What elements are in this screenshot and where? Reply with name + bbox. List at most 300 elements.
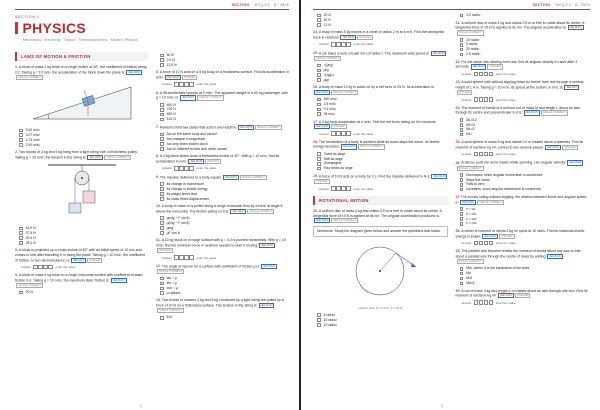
answer-cells[interactable] xyxy=(331,42,351,47)
option-checkbox[interactable] xyxy=(460,272,464,276)
option-checkbox[interactable] xyxy=(460,14,464,18)
option-label: μ(mg + F sin θ) xyxy=(166,215,190,220)
option-row[interactable] xyxy=(160,137,289,142)
option-checkbox[interactable] xyxy=(160,221,164,225)
answer-cell[interactable] xyxy=(479,300,484,305)
option-checkbox[interactable] xyxy=(460,282,464,286)
option-row[interactable] xyxy=(317,13,448,18)
option-label: μ radians xyxy=(166,290,181,295)
answer-cell[interactable] xyxy=(474,72,479,77)
question-number: 3. xyxy=(15,248,18,253)
answer-cell[interactable] xyxy=(174,166,179,171)
answer-cells[interactable] xyxy=(474,241,494,246)
question-body: A uniform disc of mass 4 kg and radius 0.5 m is free to rotate about its centre. A tangential force of 10 N is applied at its rim. The angular acceleration produced is: xyxy=(313,208,442,218)
option-checkbox[interactable] xyxy=(160,216,164,220)
option-checkbox[interactable] xyxy=(460,178,464,182)
answer-hint: enter the value xyxy=(196,166,217,171)
option-label: Its change in kinetic energy xyxy=(166,186,208,191)
option-checkbox[interactable] xyxy=(460,207,464,211)
answer-cell[interactable] xyxy=(489,300,494,305)
option-checkbox[interactable] xyxy=(160,63,164,67)
exam-tag: JEE MAIN xyxy=(262,264,275,268)
answer-label: Answer xyxy=(21,265,32,270)
question-type-tag: SINGLE CORRECT xyxy=(458,31,482,35)
option-checkbox[interactable] xyxy=(317,14,321,18)
option-checkbox[interactable] xyxy=(460,43,464,47)
answer-cells[interactable] xyxy=(331,186,351,191)
option-checkbox[interactable] xyxy=(160,226,164,230)
option-checkbox[interactable] xyxy=(317,64,321,68)
question-number: 15. xyxy=(313,51,318,56)
option-checkbox[interactable] xyxy=(160,231,164,235)
option-list xyxy=(460,13,591,18)
answer-cells[interactable] xyxy=(474,300,494,305)
option-checkbox[interactable] xyxy=(460,48,464,52)
option-checkbox[interactable] xyxy=(460,123,464,127)
option-label: ML²/2 xyxy=(466,127,475,132)
option-row[interactable] xyxy=(160,117,289,122)
option-checkbox[interactable] xyxy=(160,142,164,146)
answer-cells[interactable] xyxy=(174,166,194,171)
option-checkbox[interactable] xyxy=(460,38,464,42)
option-row[interactable] xyxy=(317,152,448,157)
option-row[interactable] xyxy=(317,157,448,162)
option-row[interactable] xyxy=(460,212,591,217)
option-label: 720 N xyxy=(166,107,176,112)
question-text xyxy=(456,60,591,70)
option-checkbox[interactable] xyxy=(19,231,23,235)
question-number: 7. xyxy=(156,125,159,130)
option-row[interactable] xyxy=(460,221,591,226)
option-checkbox[interactable] xyxy=(317,318,321,322)
option-row[interactable] xyxy=(160,107,289,112)
option-checkbox[interactable] xyxy=(19,227,23,231)
option-checkbox[interactable] xyxy=(160,133,164,137)
answer-cell[interactable] xyxy=(484,300,489,305)
question-body: A car takes a level circular turn of radius r. The maximum safe speed is: xyxy=(318,51,430,56)
option-row[interactable] xyxy=(460,271,591,276)
answer-hint: enter the value xyxy=(55,265,76,270)
left-column-1 xyxy=(15,52,148,410)
section-heading: LAWS OF MOTION & FRICTION xyxy=(15,52,148,61)
option-row[interactable] xyxy=(19,138,148,143)
option-checkbox[interactable] xyxy=(460,277,464,281)
option-list xyxy=(317,63,448,82)
option-row[interactable] xyxy=(19,241,148,246)
option-label: 10 rad/s² xyxy=(466,37,480,42)
option-checkbox[interactable] xyxy=(317,313,321,317)
answer-cell[interactable] xyxy=(474,300,479,305)
option-list xyxy=(19,128,148,147)
option-label: μmg xyxy=(166,225,174,230)
option-checkbox[interactable] xyxy=(160,147,164,151)
option-row[interactable] xyxy=(317,166,448,171)
option-row[interactable] xyxy=(19,143,148,148)
answer-cell[interactable] xyxy=(474,97,479,102)
option-row[interactable] xyxy=(160,216,289,221)
answer-cells[interactable] xyxy=(474,152,494,157)
answer-hint: enter the value xyxy=(495,71,516,76)
option-checkbox[interactable] xyxy=(19,133,23,137)
option-row[interactable] xyxy=(317,68,448,73)
option-row[interactable] xyxy=(19,226,148,231)
answer-cell[interactable] xyxy=(43,265,48,270)
answer-cell[interactable] xyxy=(484,97,489,102)
answer-cells[interactable] xyxy=(474,97,494,102)
option-row[interactable] xyxy=(460,118,591,123)
option-checkbox[interactable] xyxy=(317,18,321,22)
answer-cell[interactable] xyxy=(479,152,484,157)
option-label: 120 N xyxy=(166,117,176,122)
answer-cell[interactable] xyxy=(189,82,194,87)
answer-field[interactable] xyxy=(462,300,591,305)
question-body: The parallel-axis theorem relates the moment of inertia about any axis to that about a parallel axis through the centre of mass by adding: xyxy=(455,249,581,259)
answer-cell[interactable] xyxy=(484,241,489,246)
option-label: Act on the same body and cancel xyxy=(166,132,217,137)
answer-cell[interactable] xyxy=(336,131,341,136)
answer-cell[interactable] xyxy=(38,265,43,270)
answer-cells[interactable] xyxy=(474,72,494,77)
answer-cell[interactable] xyxy=(341,186,346,191)
option-checkbox[interactable] xyxy=(160,54,164,58)
option-checkbox[interactable] xyxy=(160,118,164,122)
question-number: 6. xyxy=(156,90,159,95)
option-row[interactable] xyxy=(460,178,591,183)
answer-cell[interactable] xyxy=(174,82,179,87)
option-checkbox[interactable] xyxy=(317,69,321,73)
question-body: A block of mass 5 kg rests on a rough horizontal surface with coefficient of static friction 0.4. Taking g = 10 m/s², the maximum static friction is: xyxy=(15,273,143,283)
option-row[interactable] xyxy=(460,42,591,47)
answer-field[interactable] xyxy=(462,97,591,102)
option-row[interactable] xyxy=(160,221,289,226)
option-row[interactable] xyxy=(19,236,148,241)
answer-cells[interactable] xyxy=(174,255,194,260)
option-checkbox[interactable] xyxy=(317,157,321,161)
answer-cell[interactable] xyxy=(184,82,189,87)
option-label: Its mass times displacement xyxy=(166,196,210,201)
option-checkbox[interactable] xyxy=(460,173,464,177)
option-row[interactable] xyxy=(317,73,448,78)
answer-field[interactable] xyxy=(319,42,448,47)
option-row[interactable] xyxy=(317,97,448,102)
option-row[interactable] xyxy=(160,112,289,117)
answer-cell[interactable] xyxy=(341,42,346,47)
option-checkbox[interactable] xyxy=(460,217,464,221)
option-checkbox[interactable] xyxy=(160,282,164,286)
option-row[interactable] xyxy=(317,323,448,328)
option-row[interactable] xyxy=(317,23,448,28)
option-checkbox[interactable] xyxy=(160,113,164,117)
right-columns xyxy=(313,12,590,410)
answer-hint: enter the value xyxy=(353,131,374,136)
option-checkbox[interactable] xyxy=(317,78,321,82)
option-label: 2.5 m/s² xyxy=(323,102,336,107)
option-checkbox[interactable] xyxy=(19,291,23,295)
option-label: √(rg/μ) xyxy=(323,72,334,77)
option-checkbox[interactable] xyxy=(460,133,464,137)
option-checkbox[interactable] xyxy=(460,128,464,132)
option-checkbox[interactable] xyxy=(460,222,464,226)
option-checkbox[interactable] xyxy=(317,23,321,27)
option-row[interactable] xyxy=(19,290,148,295)
answer-cell[interactable] xyxy=(331,131,336,136)
option-checkbox[interactable] xyxy=(19,138,23,142)
option-checkbox[interactable] xyxy=(317,108,321,112)
answer-cell[interactable] xyxy=(179,166,184,171)
option-row[interactable] xyxy=(317,107,448,112)
option-row[interactable] xyxy=(160,187,289,192)
option-label: 5.00 m/s² xyxy=(25,128,40,132)
option-row[interactable] xyxy=(317,102,448,107)
answer-cell[interactable] xyxy=(331,186,336,191)
answer-cell[interactable] xyxy=(479,72,484,77)
answer-cell[interactable] xyxy=(489,241,494,246)
option-row[interactable] xyxy=(317,18,448,23)
option-row[interactable] xyxy=(317,161,448,166)
question-number: 5. xyxy=(156,70,159,75)
option-list xyxy=(160,182,289,201)
option-list xyxy=(19,226,148,245)
option-checkbox[interactable] xyxy=(460,118,464,122)
answer-cell[interactable] xyxy=(174,255,179,260)
option-checkbox[interactable] xyxy=(317,323,321,327)
option-checkbox[interactable] xyxy=(19,241,23,245)
option-checkbox[interactable] xyxy=(160,291,164,295)
option-row[interactable] xyxy=(460,132,591,137)
option-row[interactable] xyxy=(460,38,591,43)
answer-cell[interactable] xyxy=(346,42,351,47)
answer-cell[interactable] xyxy=(479,97,484,102)
option-row[interactable] xyxy=(160,147,289,152)
question-number: 11. xyxy=(156,238,161,243)
exam-tag: JEE MAIN xyxy=(549,255,562,259)
answer-cell[interactable] xyxy=(189,166,194,171)
option-checkbox[interactable] xyxy=(160,316,164,320)
option-row[interactable] xyxy=(460,276,591,281)
option-checkbox[interactable] xyxy=(460,53,464,57)
answer-field[interactable] xyxy=(319,186,448,191)
option-checkbox[interactable] xyxy=(160,192,164,196)
option-checkbox[interactable] xyxy=(317,162,321,166)
answer-cells[interactable] xyxy=(174,82,194,87)
question-number: 8. xyxy=(156,154,159,159)
option-row[interactable] xyxy=(160,192,289,197)
option-checkbox[interactable] xyxy=(317,103,321,107)
option-row[interactable] xyxy=(160,63,289,68)
option-row[interactable] xyxy=(460,13,591,18)
option-list xyxy=(460,207,591,226)
answer-cell[interactable] xyxy=(189,255,194,260)
option-row[interactable] xyxy=(160,226,289,231)
question-text xyxy=(156,154,289,164)
answer-field[interactable] xyxy=(162,255,289,260)
option-checkbox[interactable] xyxy=(160,277,164,281)
option-row[interactable] xyxy=(160,315,289,320)
option-label: Act on different bodies and never cancel xyxy=(166,146,228,151)
option-row[interactable] xyxy=(460,207,591,212)
option-row[interactable] xyxy=(317,63,448,68)
header-rule xyxy=(313,9,590,10)
answer-cell[interactable] xyxy=(184,255,189,260)
option-checkbox[interactable] xyxy=(160,197,164,201)
answer-label: Answer xyxy=(319,42,330,47)
exam-tag: JEE MAIN xyxy=(342,35,355,39)
option-row[interactable] xyxy=(317,78,448,83)
option-checkbox[interactable] xyxy=(160,182,164,186)
answer-cells[interactable] xyxy=(33,265,53,270)
answer-cell[interactable] xyxy=(184,166,189,171)
option-label: 35 m/s² xyxy=(323,111,335,116)
question-type-tag: SINGLE CORRECT xyxy=(542,111,566,115)
option-label: 2.00 m/s² xyxy=(25,142,40,147)
option-checkbox[interactable] xyxy=(317,73,321,77)
option-label: 5 rad/s² xyxy=(323,312,336,317)
question-type-tag: INTEGER xyxy=(359,35,371,39)
answer-cell[interactable] xyxy=(484,72,489,77)
answer-cell[interactable] xyxy=(489,72,494,77)
answer-field[interactable] xyxy=(21,265,148,270)
question-text xyxy=(456,229,591,239)
option-checkbox[interactable] xyxy=(317,152,321,156)
option-label: √(μrg) xyxy=(323,63,333,68)
option-row[interactable] xyxy=(460,52,591,57)
option-checkbox[interactable] xyxy=(460,267,464,271)
question-type-tag: INTEGER xyxy=(332,125,345,129)
option-row[interactable] xyxy=(460,281,591,286)
answer-label: Answer xyxy=(461,300,472,305)
option-row[interactable] xyxy=(460,127,591,132)
option-checkbox[interactable] xyxy=(160,103,164,107)
option-label: μrg xyxy=(323,68,329,73)
answer-cell[interactable] xyxy=(484,152,489,157)
answer-cell[interactable] xyxy=(489,97,494,102)
option-checkbox[interactable] xyxy=(160,287,164,291)
answer-cell[interactable] xyxy=(33,265,38,270)
right-column-1 xyxy=(313,12,448,410)
option-row[interactable] xyxy=(19,128,148,133)
option-row[interactable] xyxy=(460,47,591,52)
option-checkbox[interactable] xyxy=(317,167,321,171)
option-label: μF cos θ xyxy=(166,230,180,235)
option-checkbox[interactable] xyxy=(19,143,23,147)
option-list xyxy=(460,173,591,192)
answer-field[interactable] xyxy=(462,72,591,77)
option-row[interactable] xyxy=(160,231,289,236)
answer-cell[interactable] xyxy=(474,152,479,157)
option-row[interactable] xyxy=(160,132,289,137)
question-body: A force of 10 N acts on a body for 3 s. Find the impulse delivered in N·s: xyxy=(318,174,431,179)
answer-cell[interactable] xyxy=(346,186,351,191)
question-number: 12. xyxy=(156,264,161,269)
option-row[interactable] xyxy=(317,318,448,323)
question-number: 17. xyxy=(313,119,318,124)
question-number: 22. xyxy=(455,59,461,64)
option-checkbox[interactable] xyxy=(160,187,164,191)
question-text xyxy=(156,175,289,180)
answer-cell[interactable] xyxy=(489,152,494,157)
question-number: 13. xyxy=(156,298,161,303)
option-checkbox[interactable] xyxy=(460,183,464,187)
option-row[interactable] xyxy=(460,187,591,192)
option-checkbox[interactable] xyxy=(460,188,464,192)
option-row[interactable] xyxy=(160,291,289,296)
question-type-tag: SINGLE CORRECT xyxy=(159,270,183,274)
option-row[interactable] xyxy=(160,58,289,63)
answer-field[interactable] xyxy=(462,152,591,157)
option-row[interactable] xyxy=(460,182,591,187)
option-row[interactable] xyxy=(160,197,289,202)
answer-field[interactable] xyxy=(462,241,591,246)
option-checkbox[interactable] xyxy=(160,137,164,141)
option-row[interactable] xyxy=(317,112,448,117)
option-row[interactable] xyxy=(160,281,289,286)
exam-tag: JEE ADV xyxy=(73,258,84,262)
answer-field[interactable] xyxy=(319,131,448,136)
answer-cell[interactable] xyxy=(179,255,184,260)
option-row[interactable] xyxy=(460,173,591,178)
answer-cell[interactable] xyxy=(336,42,341,47)
question-text xyxy=(15,150,148,160)
answer-cell[interactable] xyxy=(479,241,484,246)
answer-hint: enter the value xyxy=(495,152,516,156)
question-text xyxy=(156,125,289,130)
answer-cell[interactable] xyxy=(179,82,184,87)
option-checkbox[interactable] xyxy=(19,129,23,133)
option-checkbox[interactable] xyxy=(317,112,321,116)
option-row[interactable] xyxy=(160,53,289,58)
option-row[interactable] xyxy=(19,231,148,236)
option-row[interactable] xyxy=(160,182,289,187)
answer-cell[interactable] xyxy=(341,131,346,136)
answer-cell[interactable] xyxy=(346,131,351,136)
option-row[interactable] xyxy=(460,123,591,128)
option-row[interactable] xyxy=(460,266,591,271)
option-label: 12.5 N xyxy=(166,62,177,67)
answer-cells[interactable] xyxy=(331,131,351,136)
option-row[interactable] xyxy=(160,103,289,108)
answer-field[interactable] xyxy=(162,166,289,171)
option-row[interactable] xyxy=(160,142,289,147)
question-number: 9. xyxy=(156,175,159,180)
answer-cell[interactable] xyxy=(48,265,53,270)
option-checkbox[interactable] xyxy=(160,108,164,112)
option-row[interactable] xyxy=(160,276,289,281)
option-checkbox[interactable] xyxy=(317,98,321,102)
option-row[interactable] xyxy=(460,217,591,222)
option-label: Falls to zero xyxy=(466,182,485,187)
answer-cell[interactable] xyxy=(474,241,479,246)
exam-tag: JEE MAIN xyxy=(261,243,274,247)
option-checkbox[interactable] xyxy=(160,58,164,62)
mass-left xyxy=(69,203,81,213)
exam-tag: JEE MAIN xyxy=(316,125,328,129)
option-checkbox[interactable] xyxy=(460,212,464,216)
answer-cell[interactable] xyxy=(331,42,336,47)
option-label: Md², where d is the separation of the axes xyxy=(466,266,530,271)
option-row[interactable] xyxy=(317,313,448,318)
question-type-tag: SINGLE CORRECT xyxy=(478,200,503,204)
answer-cell[interactable] xyxy=(336,186,341,191)
option-row[interactable] xyxy=(19,133,148,138)
exam-tag: JEE MAIN xyxy=(260,304,273,308)
option-label: 250 m/s² xyxy=(323,97,337,102)
header-code: MCQ/C3 · 8 / 2509 xyxy=(254,3,289,7)
option-checkbox[interactable] xyxy=(19,236,23,240)
answer-field[interactable] xyxy=(162,82,289,87)
option-row[interactable] xyxy=(160,286,289,291)
exam-tag: JEE MAIN xyxy=(462,200,474,204)
exam-tag: JEE MAIN xyxy=(525,111,538,115)
